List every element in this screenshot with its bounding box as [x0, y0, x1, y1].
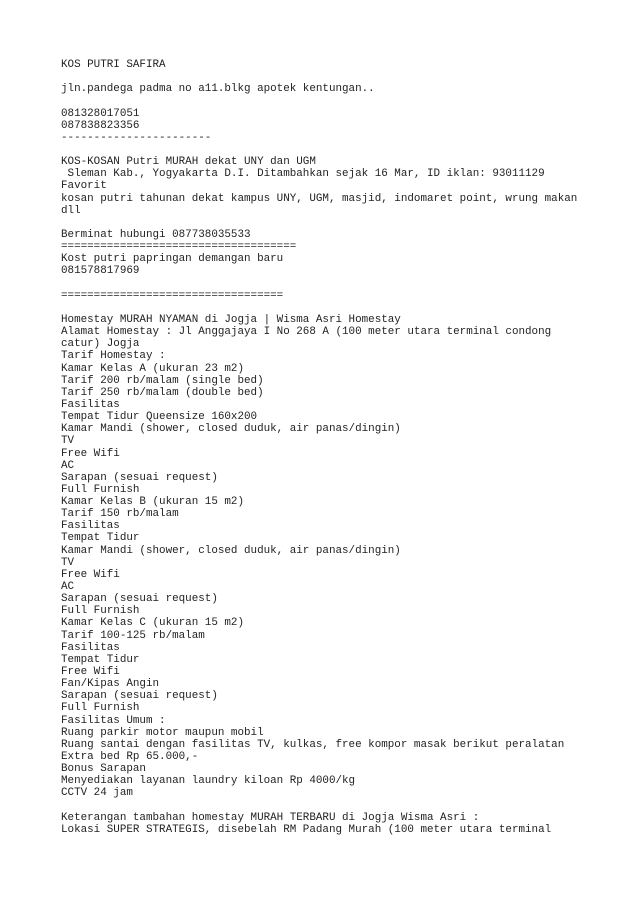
text-line: ==================================== [61, 241, 297, 254]
text-line: Full Furnish [61, 605, 140, 618]
text-line: 087838823356 [61, 119, 140, 132]
text-line: Sarapan (sesuai request) [61, 471, 218, 484]
text-line: ----------------------- [61, 131, 212, 144]
text-line: AC [61, 581, 75, 594]
text-line: Keterangan tambahan homestay MURAH TERBARU di Jogja Wisma Asri : [61, 811, 480, 824]
text-line: Fasilitas [61, 641, 120, 654]
text-line: Sleman Kab., Yogyakarta D.I. Ditambahkan sejak 16 Mar, ID iklan: 93011129 [61, 168, 545, 181]
text-line: jln.pandega padma no a11.blkg apotek kentungan.. [61, 83, 375, 96]
document-text-body [61, 59, 598, 836]
text-line: AC [61, 459, 75, 472]
text-line: Tarif 250 rb/malam (double bed) [61, 386, 264, 399]
text-line: Tempat Tidur [61, 653, 140, 666]
text-line: Lokasi SUPER STRATEGIS, disebelah RM Padang Murah (100 meter utara terminal [61, 823, 552, 836]
text-line: Kamar Mandi (shower, closed duduk, air panas/dingin) [61, 423, 401, 436]
text-line: Full Furnish [61, 483, 140, 496]
text-line: Kost putri papringan demangan baru [61, 253, 284, 266]
text-line: Extra bed Rp 65.000,- [61, 751, 199, 764]
text-line: Berminat hubungi 087738035533 [61, 228, 251, 241]
text-line: dll [61, 204, 81, 217]
text-line: Fasilitas [61, 398, 120, 411]
text-line: Menyediakan layanan laundry kiloan Rp 4000/kg [61, 775, 356, 788]
blank-line [61, 144, 598, 156]
blank-line [61, 800, 598, 812]
text-line: 081578817969 [61, 265, 140, 278]
text-line: Kamar Kelas C (ukuran 15 m2) [61, 617, 244, 630]
text-line: TV [61, 556, 75, 569]
text-line: Tempat Tidur [61, 532, 140, 545]
text-line: Kamar Mandi (shower, closed duduk, air panas/dingin) [61, 544, 401, 557]
text-line: kosan putri tahunan dekat kampus UNY, UGM, masjid, indomaret point, wrung makan [61, 192, 578, 205]
text-line: Kamar Kelas B (ukuran 15 m2) [61, 496, 244, 509]
text-line: Bonus Sarapan [61, 763, 146, 776]
text-line: Free Wifi [61, 568, 120, 581]
text-line: ================================== [61, 289, 284, 302]
text-line: Ruang parkir motor maupun mobil [61, 726, 264, 739]
text-line: KOS PUTRI SAFIRA [61, 59, 166, 71]
blank-line [61, 95, 598, 107]
text-line: Full Furnish [61, 702, 140, 715]
text-line: Kamar Kelas A (ukuran 23 m2) [61, 362, 244, 375]
text-line: Tarif 100-125 rb/malam [61, 629, 205, 642]
text-line: Free Wifi [61, 447, 120, 460]
text-line: Fasilitas Umum : [61, 714, 166, 727]
text-line: Tarif 200 rb/malam (single bed) [61, 374, 264, 387]
text-line: Favorit [61, 180, 107, 193]
text-line: Sarapan (sesuai request) [61, 593, 218, 606]
blank-line [61, 217, 598, 229]
text-line: 081328017051 [61, 107, 140, 120]
text-line: TV [61, 435, 75, 448]
text-line: Tarif 150 rb/malam [61, 508, 179, 521]
text-line: Alamat Homestay : Jl Anggajaya I No 268 A (100 meter utara terminal condong [61, 326, 552, 339]
blank-line [61, 71, 598, 83]
text-line: CCTV 24 jam [61, 787, 133, 800]
text-line: Tarif Homestay : [61, 350, 166, 363]
text-line: Fan/Kipas Angin [61, 678, 160, 691]
text-line: catur) Jogja [61, 338, 140, 351]
text-line: Free Wifi [61, 666, 120, 679]
text-line: Fasilitas [61, 520, 120, 533]
text-line: Ruang santai dengan fasilitas TV, kulkas, free kompor masak berikut peralatan [61, 738, 565, 751]
blank-line [61, 302, 598, 314]
text-line: Homestay MURAH NYAMAN di Jogja | Wisma Asri Homestay [61, 313, 401, 326]
text-line: Tempat Tidur Queensize 160x200 [61, 411, 258, 424]
text-line: KOS-KOSAN Putri MURAH dekat UNY dan UGM [61, 156, 316, 169]
blank-line [61, 278, 598, 290]
text-line: Sarapan (sesuai request) [61, 690, 218, 703]
